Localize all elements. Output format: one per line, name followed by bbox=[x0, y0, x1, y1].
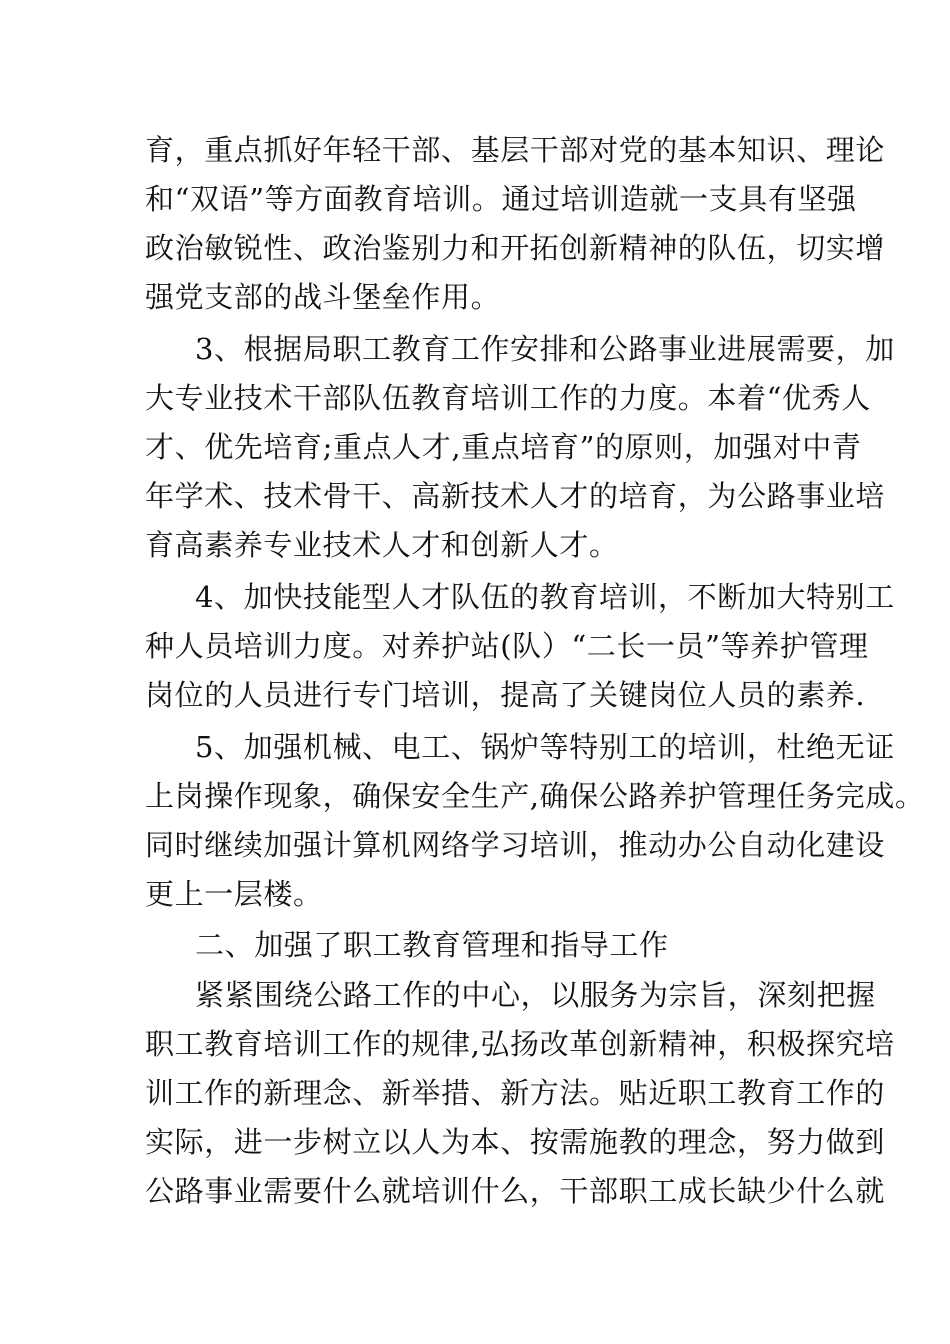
paragraph-4-first-line: 4、加快技能型人才队伍的教育培训，不断加大特别工 bbox=[195, 580, 895, 614]
text-line: 政治敏锐性、政治鉴别力和开拓创新精神的队伍，切实增 bbox=[145, 231, 886, 265]
text-line: 岗位的人员进行专门培训，提高了关键岗位人员的素养. bbox=[145, 678, 866, 712]
text-line: 大专业技术干部队伍教育培训工作的力度。本着“优秀人 bbox=[145, 381, 871, 415]
text-line: 和“双语”等方面教育培训。通过培训造就一支具有坚强 bbox=[145, 182, 857, 216]
text-line: 才、优先培育;重点人才,重点培育”的原则，加强对中青 bbox=[145, 430, 862, 464]
text-line: 公路事业需要什么就培训什么，干部职工成长缺少什么就 bbox=[145, 1174, 886, 1208]
text-line: 种人员培训力度。对养护站(队）“二长一员”等养护管理 bbox=[145, 629, 869, 663]
text-line: 育，重点抓好年轻干部、基层干部对党的基本知识、理论 bbox=[145, 133, 886, 167]
text-line: 同时继续加强计算机网络学习培训，推动办公自动化建设 bbox=[145, 828, 886, 862]
text-line: 职工教育培训工作的规律,弘扬改革创新精神，积极探究培 bbox=[145, 1027, 895, 1061]
text-line: 强党支部的战斗堡垒作用。 bbox=[145, 280, 501, 314]
text-line: 训工作的新理念、新举措、新方法。贴近职工教育工作的 bbox=[145, 1076, 886, 1110]
section-heading: 二、加强了职工教育管理和指导工作 bbox=[195, 928, 669, 962]
paragraph-5-first-line: 5、加强机械、电工、锅炉等特别工的培训，杜绝无证 bbox=[195, 730, 895, 764]
text-line: 育高素养专业技术人才和创新人才。 bbox=[145, 528, 619, 562]
paragraph-first-line: 紧紧围绕公路工作的中心，以服务为宗旨，深刻把握 bbox=[195, 978, 876, 1012]
paragraph-3-first-line: 3、根据局职工教育工作安排和公路事业进展需要，加 bbox=[195, 332, 895, 366]
text-line: 上岗操作现象，确保安全生产,确保公路养护管理任务完成。 bbox=[145, 779, 925, 813]
text-line: 实际，进一步树立以人为本、按需施教的理念，努力做到 bbox=[145, 1125, 886, 1159]
text-line: 年学术、技术骨干、高新技术人才的培育，为公路事业培 bbox=[145, 479, 886, 513]
text-line: 更上一层楼。 bbox=[145, 877, 323, 911]
